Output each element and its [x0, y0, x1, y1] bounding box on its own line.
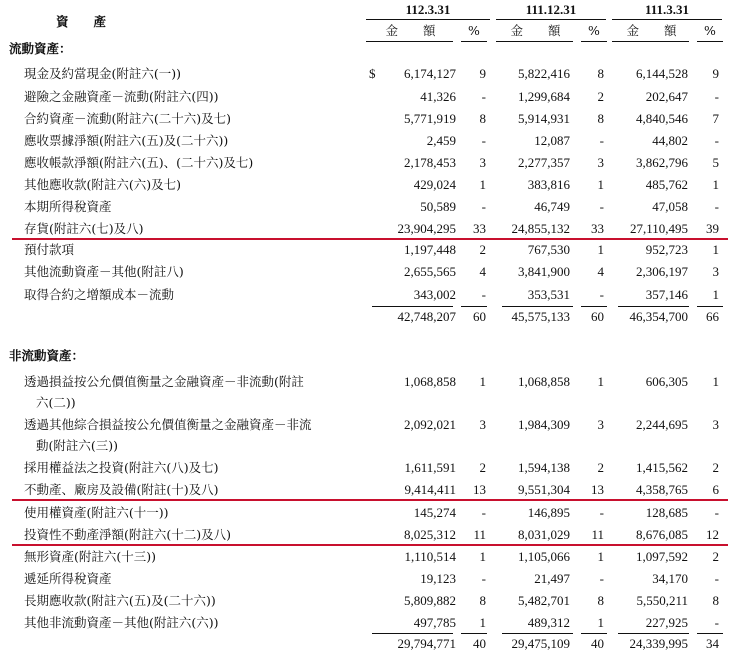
total-percent: 40	[473, 636, 486, 651]
percent-cell: 1	[597, 242, 604, 257]
line-item-label: 其他應收款(附註六(六)及七)	[24, 177, 182, 192]
highlight-rule	[12, 499, 728, 501]
percent-cell: -	[481, 287, 486, 302]
percent-cell: -	[714, 615, 719, 630]
amount-cell: 1,611,591	[404, 460, 456, 475]
amount-header: 金 額	[626, 23, 677, 38]
line-item-label: 採用權益法之投資(附註六(八)及七)	[24, 460, 219, 475]
section-title: 流動資產：	[9, 41, 72, 56]
amount-cell: 353,531	[527, 287, 570, 302]
percent-cell: 33	[473, 221, 486, 236]
amount-cell: 952,723	[645, 242, 688, 257]
amount-header-underline	[612, 41, 689, 42]
line-item-label: 透過其他綜合損益按公允價值衡量之金融資產－非流	[24, 417, 312, 432]
line-item-label: 投資性不動產淨額(附註六(十二)及八)	[24, 527, 232, 542]
percent-cell: -	[481, 571, 486, 586]
amount-header: 金 額	[510, 23, 561, 38]
subtotal-rule	[618, 633, 689, 634]
total-amount: 29,794,771	[397, 636, 456, 651]
line-item-label: 長期應收款(附註六(五)及(二十六))	[24, 593, 216, 608]
amount-cell: 6,174,127	[404, 66, 456, 81]
amount-cell: 1,105,066	[518, 549, 570, 564]
header-item-label: 資 產	[56, 14, 107, 29]
amount-cell: 34,170	[652, 571, 688, 586]
amount-header: 金 額	[385, 23, 436, 38]
subtotal-rule	[502, 633, 573, 634]
amount-cell: 5,771,919	[404, 111, 456, 126]
percent-header: %	[704, 23, 716, 38]
amount-cell: 1,110,514	[404, 549, 456, 564]
amount-cell: 489,312	[527, 615, 570, 630]
amount-cell: 27,110,495	[629, 221, 688, 236]
subtotal-rule	[581, 306, 607, 307]
header-rule	[612, 19, 722, 20]
percent-cell: 6	[712, 482, 719, 497]
line-item-label: 存貨(附註六(七)及八)	[24, 221, 144, 236]
line-item-label-continued: 動(附註六(三))	[36, 438, 119, 453]
highlight-rule	[12, 238, 728, 240]
percent-cell: 8	[479, 593, 486, 608]
line-item-label: 本期所得稅資產	[24, 199, 112, 214]
percent-cell: 3	[479, 155, 486, 170]
amount-header-underline	[496, 41, 573, 42]
line-item-label: 現金及約當現金(附註六(一))	[24, 66, 182, 81]
percent-cell: 39	[706, 221, 719, 236]
percent-cell: 2	[479, 460, 486, 475]
amount-header-underline	[366, 41, 453, 42]
amount-cell: 4,358,765	[636, 482, 688, 497]
amount-cell: 2,459	[426, 133, 456, 148]
amount-cell: 50,589	[420, 199, 456, 214]
percent-cell: -	[714, 133, 719, 148]
percent-cell: 1	[712, 177, 719, 192]
percent-cell: 1	[712, 242, 719, 257]
line-item-label: 應收票據淨額(附註六(五)及(二十六))	[24, 133, 229, 148]
currency-symbol: $	[369, 66, 376, 81]
amount-cell: 1,068,858	[518, 374, 570, 389]
total-amount: 45,575,133	[511, 309, 570, 324]
percent-header-underline	[581, 41, 607, 42]
subtotal-rule	[581, 633, 607, 634]
amount-cell: 1,415,562	[636, 460, 688, 475]
amount-cell: 357,146	[645, 287, 688, 302]
period-header: 111.12.31	[525, 2, 577, 17]
percent-cell: -	[481, 133, 486, 148]
percent-cell: -	[481, 89, 486, 104]
amount-cell: 2,306,197	[636, 264, 688, 279]
amount-cell: 1,097,592	[636, 549, 688, 564]
subtotal-rule	[372, 633, 453, 634]
percent-cell: 3	[712, 417, 719, 432]
percent-cell: -	[599, 287, 604, 302]
header-rule	[496, 19, 606, 20]
percent-cell: -	[714, 199, 719, 214]
amount-cell: 146,895	[527, 505, 570, 520]
percent-cell: -	[481, 199, 486, 214]
total-amount: 24,339,995	[629, 636, 688, 651]
amount-cell: 343,002	[413, 287, 456, 302]
total-percent: 60	[591, 309, 604, 324]
amount-cell: 5,482,701	[518, 593, 570, 608]
total-percent: 40	[591, 636, 604, 651]
percent-cell: 5	[712, 155, 719, 170]
total-amount: 42,748,207	[397, 309, 456, 324]
amount-cell: 24,855,132	[511, 221, 570, 236]
amount-cell: 21,497	[534, 571, 570, 586]
amount-cell: 47,058	[652, 199, 688, 214]
amount-cell: 5,550,211	[636, 593, 688, 608]
line-item-label: 遞延所得稅資產	[24, 571, 112, 586]
amount-cell: 606,305	[645, 374, 688, 389]
line-item-label: 不動產、廠房及設備(附註(十)及八)	[24, 482, 219, 497]
header-rule	[366, 19, 490, 20]
line-item-label: 預付款項	[24, 242, 75, 257]
percent-cell: 1	[479, 615, 486, 630]
amount-cell: 6,144,528	[636, 66, 688, 81]
amount-cell: 497,785	[413, 615, 456, 630]
subtotal-rule	[461, 633, 487, 634]
total-percent: 60	[473, 309, 486, 324]
percent-header-underline	[697, 41, 723, 42]
percent-cell: 1	[479, 177, 486, 192]
amount-cell: 5,914,931	[518, 111, 570, 126]
amount-cell: 1,068,858	[404, 374, 456, 389]
percent-cell: 9	[712, 66, 719, 81]
amount-cell: 128,685	[645, 505, 688, 520]
line-item-label: 其他非流動資產－其他(附註六(六))	[24, 615, 219, 630]
line-item-label: 其他流動資產－其他(附註八)	[24, 264, 184, 279]
percent-cell: -	[599, 133, 604, 148]
subtotal-rule	[502, 306, 573, 307]
amount-cell: 9,551,304	[518, 482, 570, 497]
amount-cell: 1,197,448	[404, 242, 456, 257]
amount-cell: 8,025,312	[404, 527, 456, 542]
amount-cell: 767,530	[527, 242, 570, 257]
amount-cell: 44,802	[652, 133, 688, 148]
line-item-label: 取得合約之增額成本－流動	[24, 287, 175, 302]
percent-cell: -	[714, 89, 719, 104]
amount-cell: 23,904,295	[397, 221, 456, 236]
percent-cell: 1	[479, 549, 486, 564]
highlight-rule	[12, 544, 728, 546]
subtotal-rule	[618, 306, 689, 307]
amount-cell: 485,762	[645, 177, 688, 192]
percent-header: %	[588, 23, 600, 38]
amount-cell: 41,326	[420, 89, 456, 104]
percent-cell: 3	[597, 417, 604, 432]
percent-cell: 1	[597, 549, 604, 564]
percent-cell: -	[599, 199, 604, 214]
total-amount: 29,475,109	[511, 636, 570, 651]
percent-cell: 11	[591, 527, 604, 542]
amount-cell: 12,087	[534, 133, 570, 148]
amount-cell: 429,024	[413, 177, 456, 192]
percent-cell: 9	[479, 66, 486, 81]
percent-cell: 3	[479, 417, 486, 432]
line-item-label: 使用權資產(附註六(十一))	[24, 505, 169, 520]
percent-cell: 3	[597, 155, 604, 170]
percent-cell: 2	[479, 242, 486, 257]
percent-cell: 1	[479, 374, 486, 389]
total-amount: 46,354,700	[629, 309, 688, 324]
percent-cell: 3	[712, 264, 719, 279]
percent-cell: 1	[712, 374, 719, 389]
amount-cell: 9,414,411	[404, 482, 456, 497]
amount-cell: 1,299,684	[518, 89, 570, 104]
amount-cell: 8,031,029	[518, 527, 570, 542]
amount-cell: 202,647	[645, 89, 688, 104]
total-percent: 34	[706, 636, 719, 651]
percent-cell: 1	[597, 615, 604, 630]
period-header: 112.3.31	[405, 2, 451, 17]
amount-cell: 2,244,695	[636, 417, 688, 432]
section-title: 非流動資產：	[9, 348, 85, 363]
period-header: 111.3.31	[644, 2, 690, 17]
percent-cell: 1	[597, 177, 604, 192]
amount-cell: 2,655,565	[404, 264, 456, 279]
percent-cell: -	[481, 505, 486, 520]
percent-cell: -	[714, 505, 719, 520]
percent-cell: -	[599, 571, 604, 586]
percent-cell: 8	[479, 111, 486, 126]
subtotal-rule	[461, 306, 487, 307]
subtotal-rule	[697, 633, 723, 634]
percent-cell: 2	[712, 549, 719, 564]
percent-cell: 4	[597, 264, 604, 279]
amount-cell: 145,274	[413, 505, 456, 520]
line-item-label: 應收帳款淨額(附註六(五)、(二十六)及七)	[24, 155, 254, 170]
percent-cell: 13	[591, 482, 604, 497]
amount-cell: 2,178,453	[404, 155, 456, 170]
percent-cell: 4	[479, 264, 486, 279]
amount-cell: 3,841,900	[518, 264, 570, 279]
line-item-label: 避險之金融資產－流動(附註六(四))	[24, 89, 219, 104]
percent-cell: -	[714, 571, 719, 586]
amount-cell: 1,594,138	[518, 460, 570, 475]
percent-cell: 2	[597, 460, 604, 475]
subtotal-rule	[372, 306, 453, 307]
percent-cell: 12	[706, 527, 719, 542]
amount-cell: 1,984,309	[518, 417, 570, 432]
percent-cell: 1	[712, 287, 719, 302]
amount-cell: 8,676,085	[636, 527, 688, 542]
percent-cell: 11	[473, 527, 486, 542]
amount-cell: 227,925	[645, 615, 688, 630]
percent-header-underline	[461, 41, 487, 42]
percent-cell: 13	[473, 482, 486, 497]
line-item-label: 透過損益按公允價值衡量之金融資產－非流動(附註	[24, 374, 304, 389]
subtotal-rule	[697, 306, 723, 307]
line-item-label-continued: 六(二))	[36, 395, 76, 410]
percent-cell: -	[599, 505, 604, 520]
amount-cell: 383,816	[527, 177, 570, 192]
amount-cell: 5,822,416	[518, 66, 570, 81]
percent-cell: 33	[591, 221, 604, 236]
percent-cell: 7	[712, 111, 719, 126]
amount-cell: 19,123	[420, 571, 456, 586]
percent-cell: 1	[597, 374, 604, 389]
amount-cell: 46,749	[534, 199, 570, 214]
amount-cell: 4,840,546	[636, 111, 688, 126]
percent-cell: 8	[712, 593, 719, 608]
amount-cell: 3,862,796	[636, 155, 688, 170]
percent-cell: 8	[597, 593, 604, 608]
percent-cell: 8	[597, 66, 604, 81]
line-item-label: 合約資產－流動(附註六(二十六)及七)	[24, 111, 232, 126]
line-item-label: 無形資產(附註六(十三))	[24, 549, 157, 564]
amount-cell: 2,277,357	[518, 155, 570, 170]
total-percent: 66	[706, 309, 719, 324]
percent-header: %	[468, 23, 480, 38]
percent-cell: 2	[712, 460, 719, 475]
amount-cell: 2,092,021	[404, 417, 456, 432]
percent-cell: 2	[597, 89, 604, 104]
percent-cell: 8	[597, 111, 604, 126]
amount-cell: 5,809,882	[404, 593, 456, 608]
